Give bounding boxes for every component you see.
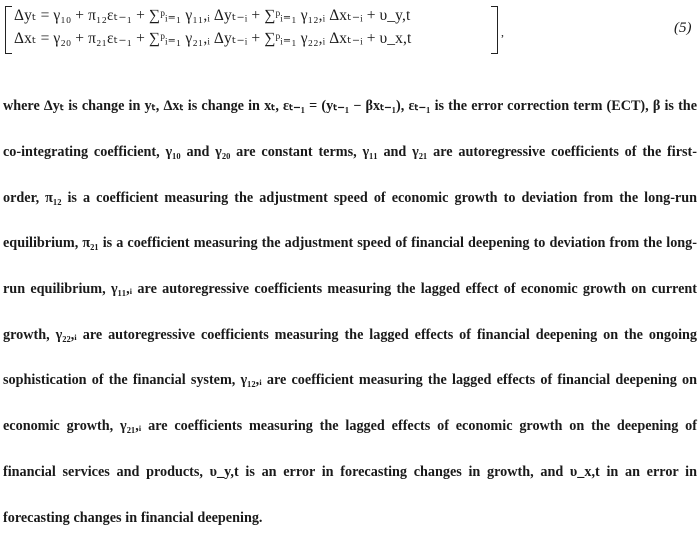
equation-comma: ,: [501, 25, 504, 39]
vecm-equation-system: [4, 0, 694, 58]
equation-number: (5): [674, 20, 692, 36]
variable-definitions-paragraph: where Δyₜ is change in yₜ, Δxₜ is change in xₜ, εₜ₋₁ = (yₜ₋₁ − βxₜ₋₁), εₜ₋₁ is the error correction term (ECT), β is the co-integrating coefficient, γ₁₀ and γ₂₀ are constant terms, γ₁₁ and γ₂₁ are autoregressive coefficients of the first-order, π₁₂ is a coefficient measuring the adjustment speed of economic growth to deviation from the long-run equilibrium, π₂₁ is a coefficient measuring the adjustment speed of financial deepening to deviation from the long-run equilibrium, γ₁₁,ᵢ are autoregressive coefficients measuring the lagged effect of economic growth on current growth, γ₂₂,ᵢ are autoregressive coefficients measuring the lagged effects of financial deepening on the ongoing sophistication of the financial system, γ₁₂,ᵢ are coefficient measuring the lagged effects of financial deepening on economic growth, γ₂₁,ᵢ are coefficients measuring the lagged effects of economic growth on the deepening of financial services and products, υ_y,t is an error in forecasting changes in growth, and υ_x,t in an error in forecasting changes in financial deepening.: [3, 98, 697, 526]
left-bracket: [5, 6, 12, 54]
equation-line-financial-deepening: Δxₜ = γ₂₀ + π₂₁εₜ₋₁ + ∑ᵖᵢ₌₁ γ₂₁,ᵢ Δyₜ₋ᵢ + ∑ᵖᵢ₌₁ γ₂₂,ᵢ Δxₜ₋ᵢ + υ_x,t: [14, 30, 412, 47]
right-bracket: [491, 6, 498, 54]
equation-line-growth: Δyₜ = γ₁₀ + π₁₂εₜ₋₁ + ∑ᵖᵢ₌₁ γ₁₁,ᵢ Δyₜ₋ᵢ + ∑ᵖᵢ₌₁ γ₁₂,ᵢ Δxₜ₋ᵢ + υ_y,t: [14, 7, 411, 24]
